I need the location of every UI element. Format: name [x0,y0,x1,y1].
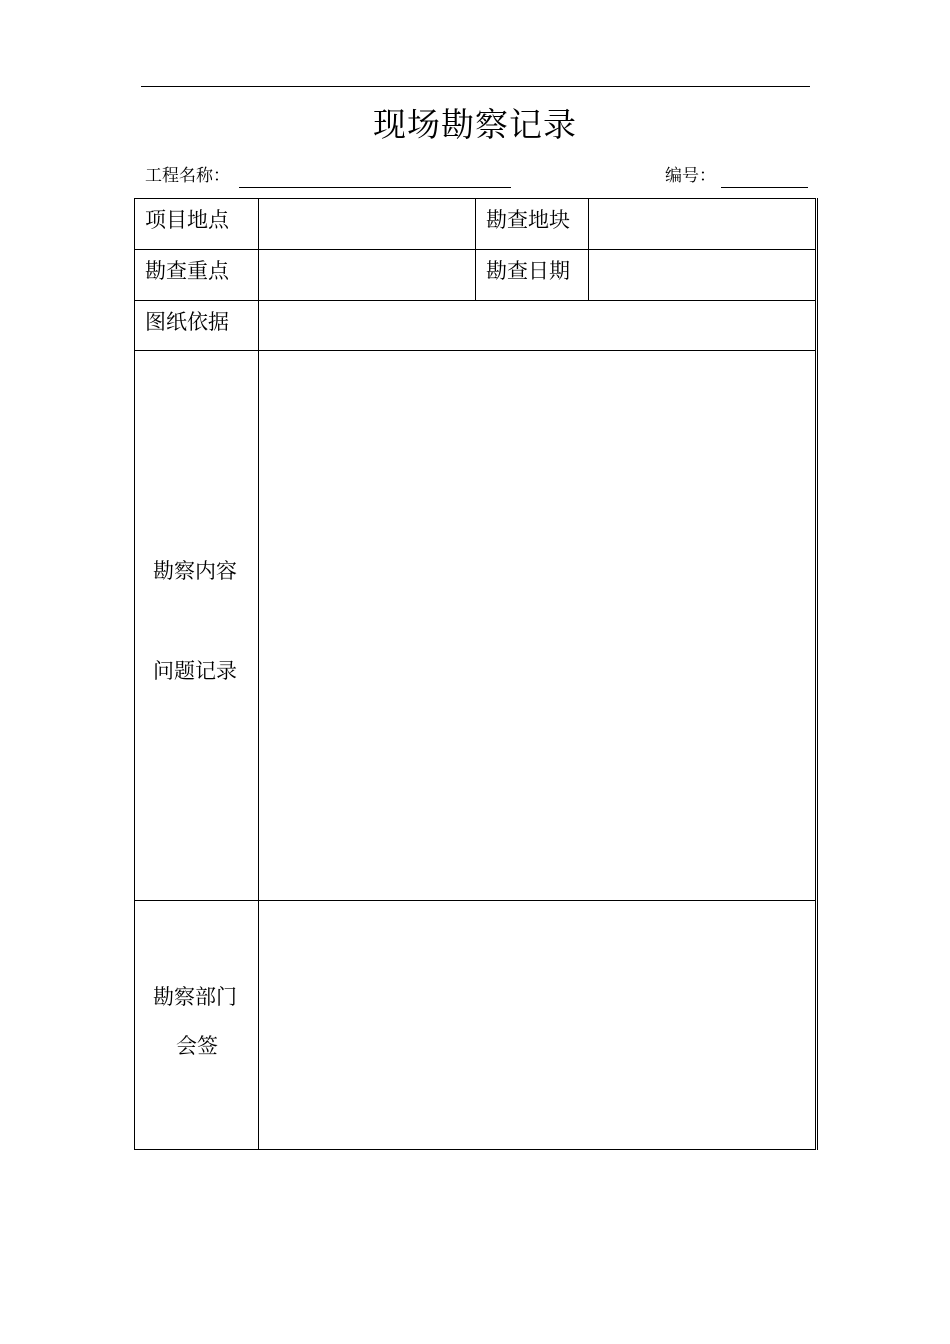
survey-content-label: 勘察内容 [153,559,237,583]
survey-date-label: 勘查日期 [486,259,570,283]
issue-record-label: 问题记录 [153,659,237,683]
top-rule [141,86,810,87]
number-label: 编号： [665,166,716,186]
project-name-field[interactable] [239,187,511,188]
survey-date-cell[interactable] [589,250,815,300]
drawing-basis-cell[interactable] [259,301,815,350]
project-location-cell[interactable] [259,199,475,249]
column-divider [475,199,476,301]
survey-form-table [134,198,816,1150]
survey-focus-cell[interactable] [259,250,475,300]
survey-block-cell[interactable] [589,199,815,249]
number-field[interactable] [721,187,808,188]
survey-block-label: 勘查地块 [486,208,570,232]
survey-content-cell[interactable] [259,351,815,900]
table-outer-border [817,198,818,1150]
survey-focus-label: 勘查重点 [145,259,229,283]
countersign-label: 会签 [176,1034,218,1058]
project-name-label: 工程名称： [145,166,230,186]
drawing-basis-label: 图纸依据 [145,310,229,334]
dept-sign-label: 勘察部门 [153,985,237,1009]
dept-sign-cell[interactable] [259,901,815,1149]
project-location-label: 项目地点 [145,208,229,232]
page-title: 现场勘察记录 [373,105,577,144]
